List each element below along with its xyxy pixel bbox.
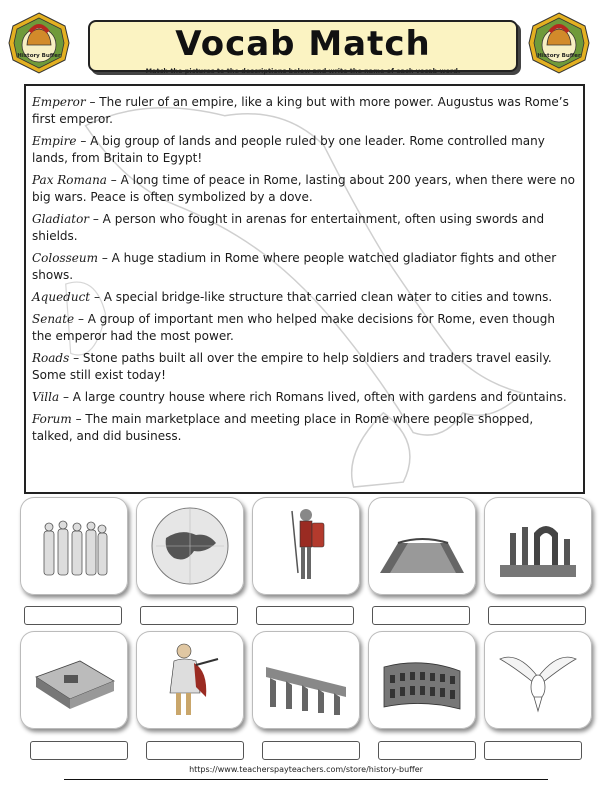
- roman-road-picture: [368, 497, 476, 595]
- helmet-icon: [528, 12, 590, 74]
- footer-divider: [64, 779, 548, 780]
- vocab-entry: [32, 389, 577, 406]
- helmet-icon: [8, 12, 70, 74]
- vocab-definition: – A big group of lands and people ruled by one leader. Rome controlled many lands, from Britain to Egypt!: [32, 134, 545, 165]
- vocab-term: Colosseum: [32, 251, 98, 265]
- vocab-term: Gladiator: [32, 212, 90, 226]
- villa-model-picture: [20, 631, 128, 729]
- vocab-definition: – A special bridge-like structure that carried clean water to cities and towns.: [90, 290, 553, 304]
- vocab-definition: – The ruler of an empire, like a king but with more power. Augustus was Rome’s first emperor.: [32, 95, 569, 126]
- vocab-definition: – A large country house where rich Romans lived, often with gardens and fountains.: [59, 390, 567, 404]
- vocab-term: Roads: [32, 351, 70, 365]
- answer-box-4[interactable]: [372, 606, 470, 625]
- answer-box-6[interactable]: [30, 741, 128, 760]
- instructions: Match the pictures to the descriptions below and write the name of each vocab word.: [145, 67, 461, 75]
- vocab-entry: [32, 311, 577, 345]
- vocab-term: Forum: [32, 412, 72, 426]
- vocab-definition: – Stone paths built all over the empire to help soldiers and traders travel easily. Some still exist today!: [32, 351, 552, 382]
- forum-ruins-picture: [484, 497, 592, 595]
- vocab-term: Villa: [32, 390, 60, 404]
- vocab-term: Pax Romana: [32, 173, 107, 187]
- aqueduct-picture: [252, 631, 360, 729]
- answer-box-8[interactable]: [262, 741, 360, 760]
- vocab-term: Senate: [32, 312, 75, 326]
- vocab-definitions-box: [24, 84, 585, 494]
- vocab-definition: – A person who fought in arenas for entertainment, often using swords and shields.: [32, 212, 545, 243]
- answer-box-5[interactable]: [488, 606, 586, 625]
- vocab-term: Emperor: [32, 95, 86, 109]
- logo-text: History Buffer: [537, 53, 581, 59]
- vocab-entry: [32, 211, 577, 245]
- title-banner: [88, 20, 518, 72]
- answer-box-2[interactable]: [140, 606, 238, 625]
- vocab-entry: [32, 350, 577, 384]
- vocab-entry: [32, 172, 577, 206]
- colosseum-picture: [368, 631, 476, 729]
- dove-picture: [484, 631, 592, 729]
- answer-box-10[interactable]: [484, 741, 582, 760]
- vocab-entry: [32, 250, 577, 284]
- vocab-term: Empire: [32, 134, 77, 148]
- vocab-entry: [32, 411, 577, 445]
- vocab-term: Aqueduct: [32, 290, 91, 304]
- globe-picture: [136, 497, 244, 595]
- vocab-definition: – A huge stadium in Rome where people watched gladiator fights and other shows.: [32, 251, 557, 282]
- history-buffer-logo-left: [8, 12, 70, 74]
- senators-picture: [20, 497, 128, 595]
- answer-box-9[interactable]: [378, 741, 476, 760]
- answer-box-1[interactable]: [24, 606, 122, 625]
- vocab-definition: – A long time of peace in Rome, lasting about 200 years, when there were no big wars. Peace is often symbolized by a dove.: [32, 173, 575, 204]
- vocab-definition: – The main marketplace and meeting place in Rome where people shopped, talked, and did business.: [32, 412, 534, 443]
- vocab-definition: – A group of important men who helped make decisions for Rome, even though the emperor had the most power.: [32, 312, 555, 343]
- emperor-picture: [136, 631, 244, 729]
- logo-text: History Buffer: [17, 53, 61, 59]
- vocab-entry: [32, 133, 577, 167]
- vocab-entry: [32, 289, 577, 306]
- vocab-entry: [32, 94, 577, 128]
- footer-url: https://www.teacherspayteachers.com/store/history-buffer: [189, 765, 423, 774]
- answer-box-3[interactable]: [256, 606, 354, 625]
- page-title: Vocab Match: [175, 24, 431, 64]
- answer-box-7[interactable]: [146, 741, 244, 760]
- gladiator-picture: [252, 497, 360, 595]
- history-buffer-logo-right: [528, 12, 590, 74]
